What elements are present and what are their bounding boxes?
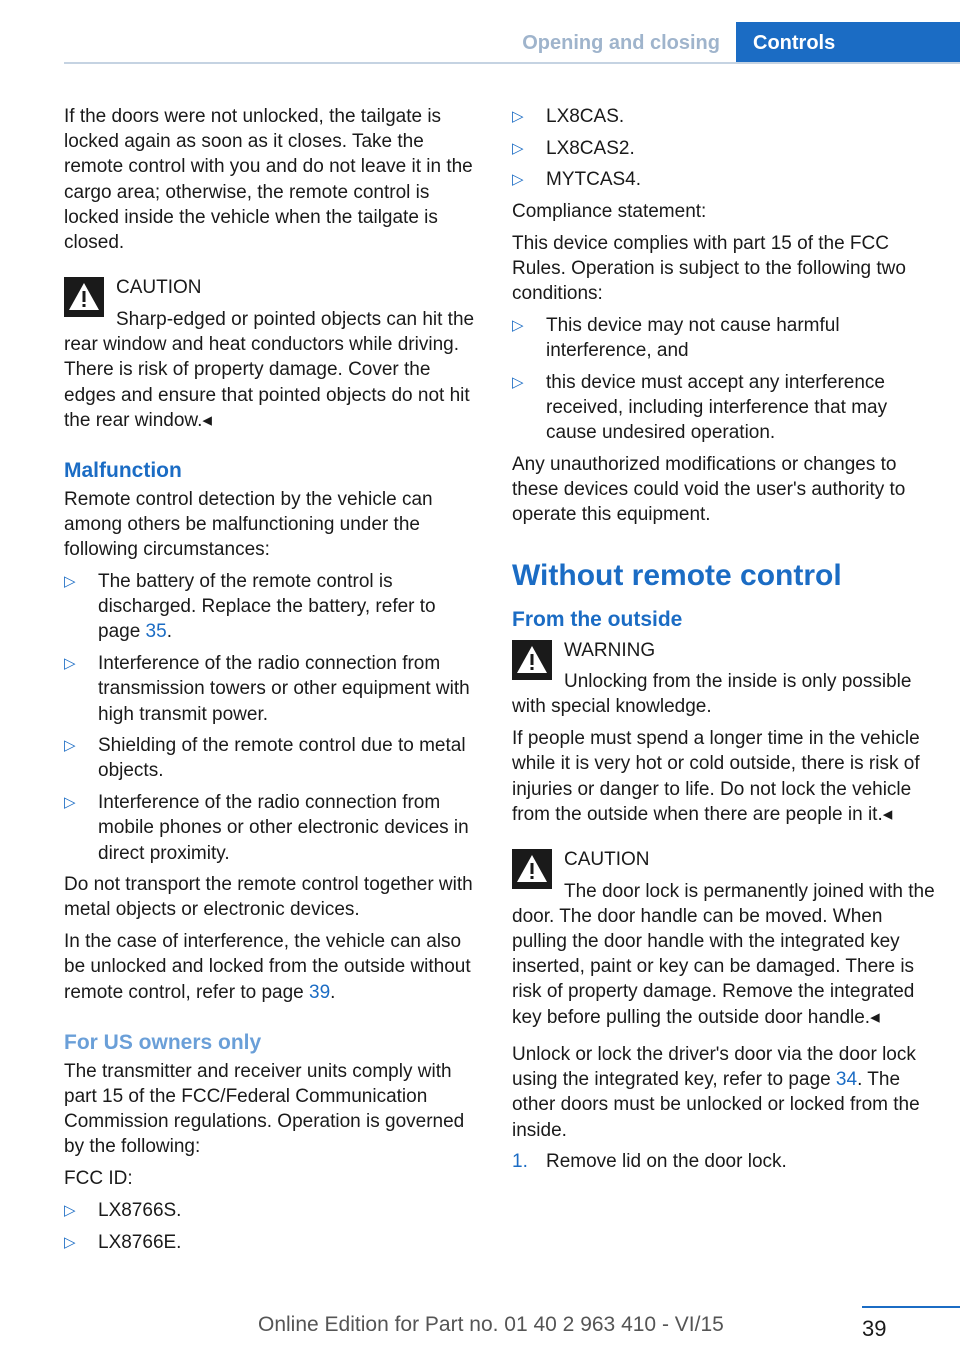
us-owners-heading: For US owners only <box>64 1030 262 1054</box>
caution-text: Sharp-edged or pointed objects can hit the rear window and heat conductors while driving. There is risk of property damage. Cover the edges and ensure that pointed objects do not hit the rear window.◂ <box>64 308 475 431</box>
page-number: 39 <box>862 1316 887 1341</box>
caution-text: The door lock is permanently joined with the door. The door handle can be moved. When pulling the door handle with the integrated key inserted, paint or key can be damaged. There is risk of property damage. Remove the integrated key before pulling the outside door handle.◂ <box>512 880 935 1028</box>
warning-title: WARNING <box>564 639 656 661</box>
list-item: ▷ LX8766E. <box>64 1230 480 1255</box>
header-divider <box>64 62 960 64</box>
warning-block <box>512 638 937 720</box>
list-item: ▷ The battery of the remote control is discharged. Replace the battery, refer to page 35. <box>64 571 436 643</box>
bullet-icon: ▷ <box>512 316 524 334</box>
list-item: ▷ MYTCAS4. <box>512 167 937 192</box>
list-item: ▷ Interference of the radio connection from mobile phones or other electronic devices in direct proximity. <box>64 792 469 864</box>
bullet-icon: ▷ <box>64 1201 76 1219</box>
bullet-icon: ▷ <box>64 573 76 591</box>
page-header <box>522 22 960 62</box>
list-item: ▷ LX8766S. <box>64 1198 480 1223</box>
right-column <box>512 104 937 1181</box>
page-link-35[interactable]: 35 <box>145 621 167 643</box>
left-column <box>64 104 480 1261</box>
malfunction-heading: Malfunction <box>64 458 182 482</box>
from-outside-heading: From the outside <box>512 607 683 631</box>
caution-block-door-lock <box>512 847 937 1030</box>
list-item: 1. Remove lid on the door lock. <box>512 1149 937 1174</box>
bullet-icon: ▷ <box>512 108 524 125</box>
list-item: ▷ LX8CAS2. <box>512 136 937 161</box>
caution-title: CAUTION <box>564 848 650 870</box>
tailgate-paragraph: If the doors were not unlocked, the tailgate is locked again as soon as it closes. Take the remote control with you and do not leave it in the cargo area; otherwise, the remote control is locked inside the vehicle when the tailgate is closed. <box>64 106 473 254</box>
list-item: ▷ this device must accept any interference received, including interference that may cause undesired operation. <box>512 371 888 444</box>
malfunction-list <box>64 569 480 866</box>
list-item: ▷ Interference of the radio connection from transmission towers or other equipment with high transmit power. <box>64 653 470 725</box>
compliance-text: This device complies with part 15 of the FCC Rules. Operation is subject to the following two conditions: <box>512 232 906 305</box>
bullet-icon: ▷ <box>512 171 524 189</box>
interference-paragraph: In the case of interference, the vehicle can also be unlocked and locked from the outside without remote control, refer to page 39. <box>64 931 471 1003</box>
warning-triangle-icon <box>64 277 104 317</box>
without-remote-heading: Without remote control <box>512 558 842 592</box>
warning-text: Unlocking from the inside is only possible with special knowledge. <box>512 671 912 718</box>
list-item: ▷ This device may not cause harmful interference, and <box>512 314 840 362</box>
conditions-list <box>512 313 937 446</box>
bullet-icon: ▷ <box>64 1233 76 1251</box>
step-number: 1. <box>512 1151 528 1173</box>
warning-text-2: If people must spend a longer time in the vehicle while it is very hot or cold outside, there is risk of injuries or danger to life. Do not lock the vehicle from the outside when there are people in it.◂ <box>512 728 920 825</box>
warning-triangle-icon <box>512 849 552 889</box>
unlock-paragraph: Unlock or lock the driver's door via the door lock using the integrated key, refer to page 34. The other doors must be unlocked or locked from the inside. <box>512 1043 920 1141</box>
list-item: ▷ Shielding of the remote control due to metal objects. <box>64 735 466 782</box>
us-owners-paragraph: The transmitter and receiver units comply with part 15 of the FCC/Federal Communication Commission regulations. Operation is governed by the following: <box>64 1060 465 1158</box>
fcc-list <box>64 1198 480 1255</box>
compliance-label: Compliance statement: <box>512 201 707 223</box>
bullet-icon: ▷ <box>64 655 76 673</box>
section-title: Opening and closing <box>522 32 720 54</box>
bullet-icon: ▷ <box>64 737 76 755</box>
steps-list <box>512 1149 937 1174</box>
list-item: ▷ LX8CAS. <box>512 104 937 129</box>
bullet-icon: ▷ <box>64 794 76 812</box>
footer-divider <box>862 1306 960 1308</box>
warning-triangle-icon <box>512 640 552 680</box>
edition-footer: Online Edition for Part no. 01 40 2 963 410 - VI/15 <box>258 1313 724 1336</box>
fcc-label: FCC ID: <box>64 1168 133 1190</box>
page-link-34[interactable]: 34 <box>835 1069 858 1091</box>
bullet-icon: ▷ <box>512 139 524 157</box>
modifications-paragraph: Any unauthorized modifications or changes to these devices could void the user's authority to operate this equipment. <box>512 453 906 526</box>
caution-title: CAUTION <box>116 277 202 299</box>
transport-paragraph: Do not transport the remote control together with metal objects or electronic devices. <box>64 874 473 921</box>
bullet-icon: ▷ <box>512 373 524 391</box>
malfunction-intro: Remote control detection by the vehicle can among others be malfunctioning under the following circumstances: <box>64 488 433 561</box>
page-link-39[interactable]: 39 <box>309 981 331 1003</box>
fcc-list-continued <box>512 104 937 193</box>
chapter-tab: Controls <box>736 22 960 62</box>
caution-block-rear-window <box>64 275 480 433</box>
